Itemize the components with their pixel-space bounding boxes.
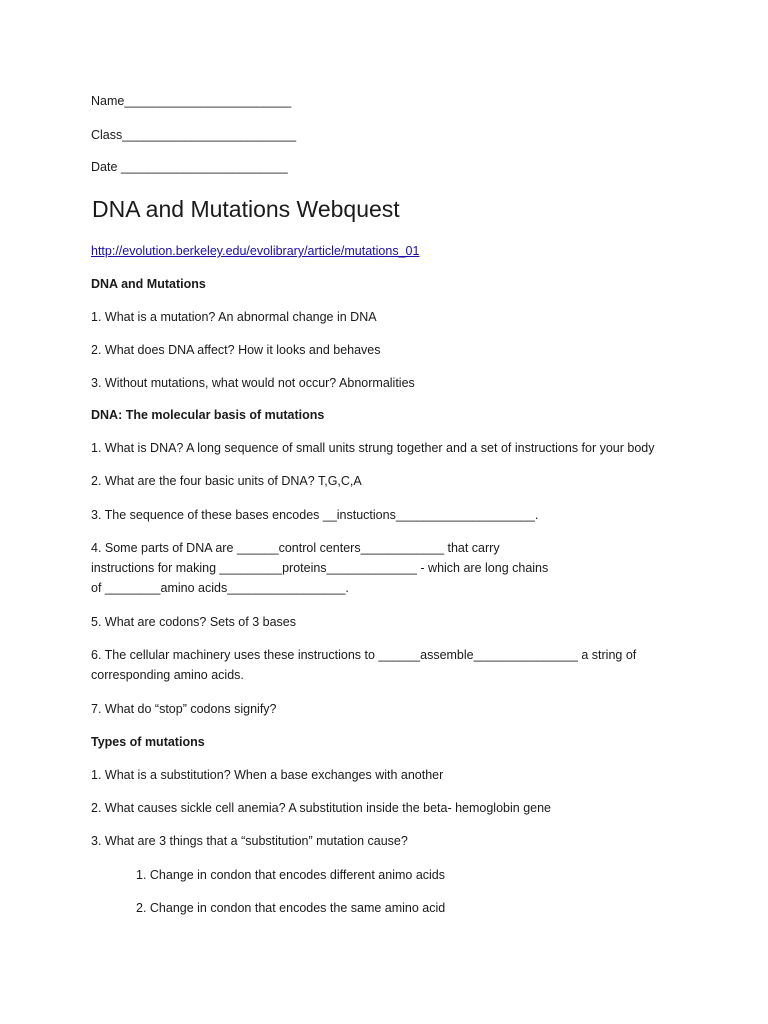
page-title: DNA and Mutations Webquest — [92, 196, 400, 222]
question-s2-4-line2: instructions for making _________proteins_____________ - which are long chains — [91, 561, 549, 575]
webquest-link-text[interactable]: http://evolution.berkeley.edu/evolibrary/article/mutations_01 — [91, 244, 420, 258]
question-s1-3: 3. Without mutations, what would not occur? Abnormalities — [91, 376, 415, 390]
answer-s3-3-item1: 1. Change in condon that encodes different animo acids — [136, 868, 446, 882]
answer-s3-3-item2: 2. Change in condon that encodes the same amino acid — [136, 901, 446, 915]
question-s2-3: 3. The sequence of these bases encodes __instuctions____________________. — [91, 508, 539, 522]
question-s3-3: 3. What are 3 things that a “substitution” mutation cause? — [91, 834, 408, 848]
date-field-line: Date ________________________ — [91, 160, 288, 174]
question-s2-7: 7. What do “stop” codons signify? — [91, 702, 277, 716]
question-s2-4-line1: 4. Some parts of DNA are ______control centers____________ that carry — [91, 541, 500, 555]
question-s3-2: 2. What causes sickle cell anemia? A substitution inside the beta- hemoglobin gene — [91, 801, 551, 815]
question-s2-2: 2. What are the four basic units of DNA? T,G,C,A — [91, 474, 362, 488]
section-heading-molecular-basis: DNA: The molecular basis of mutations — [91, 408, 325, 422]
name-field-line: Name________________________ — [91, 94, 292, 108]
question-s3-1: 1. What is a substitution? When a base exchanges with another — [91, 768, 444, 782]
webquest-link[interactable] — [91, 242, 419, 260]
section-heading-types-of-mutations: Types of mutations — [91, 735, 205, 749]
section-heading-dna-and-mutations: DNA and Mutations — [91, 277, 206, 291]
question-s2-5: 5. What are codons? Sets of 3 bases — [91, 615, 296, 629]
question-s1-1: 1. What is a mutation? An abnormal change in DNA — [91, 310, 377, 324]
question-s2-1: 1. What is DNA? A long sequence of small units strung together and a set of instructions for your body — [91, 441, 655, 455]
question-s1-2: 2. What does DNA affect? How it looks and behaves — [91, 343, 381, 357]
class-field-line: Class_________________________ — [91, 128, 297, 142]
question-s2-4-line3: of ________amino acids_________________. — [91, 581, 349, 595]
question-s2-6-line1: 6. The cellular machinery uses these instructions to ______assemble_______________ a string of — [91, 648, 637, 662]
question-s2-6-line2: corresponding amino acids. — [91, 668, 244, 682]
